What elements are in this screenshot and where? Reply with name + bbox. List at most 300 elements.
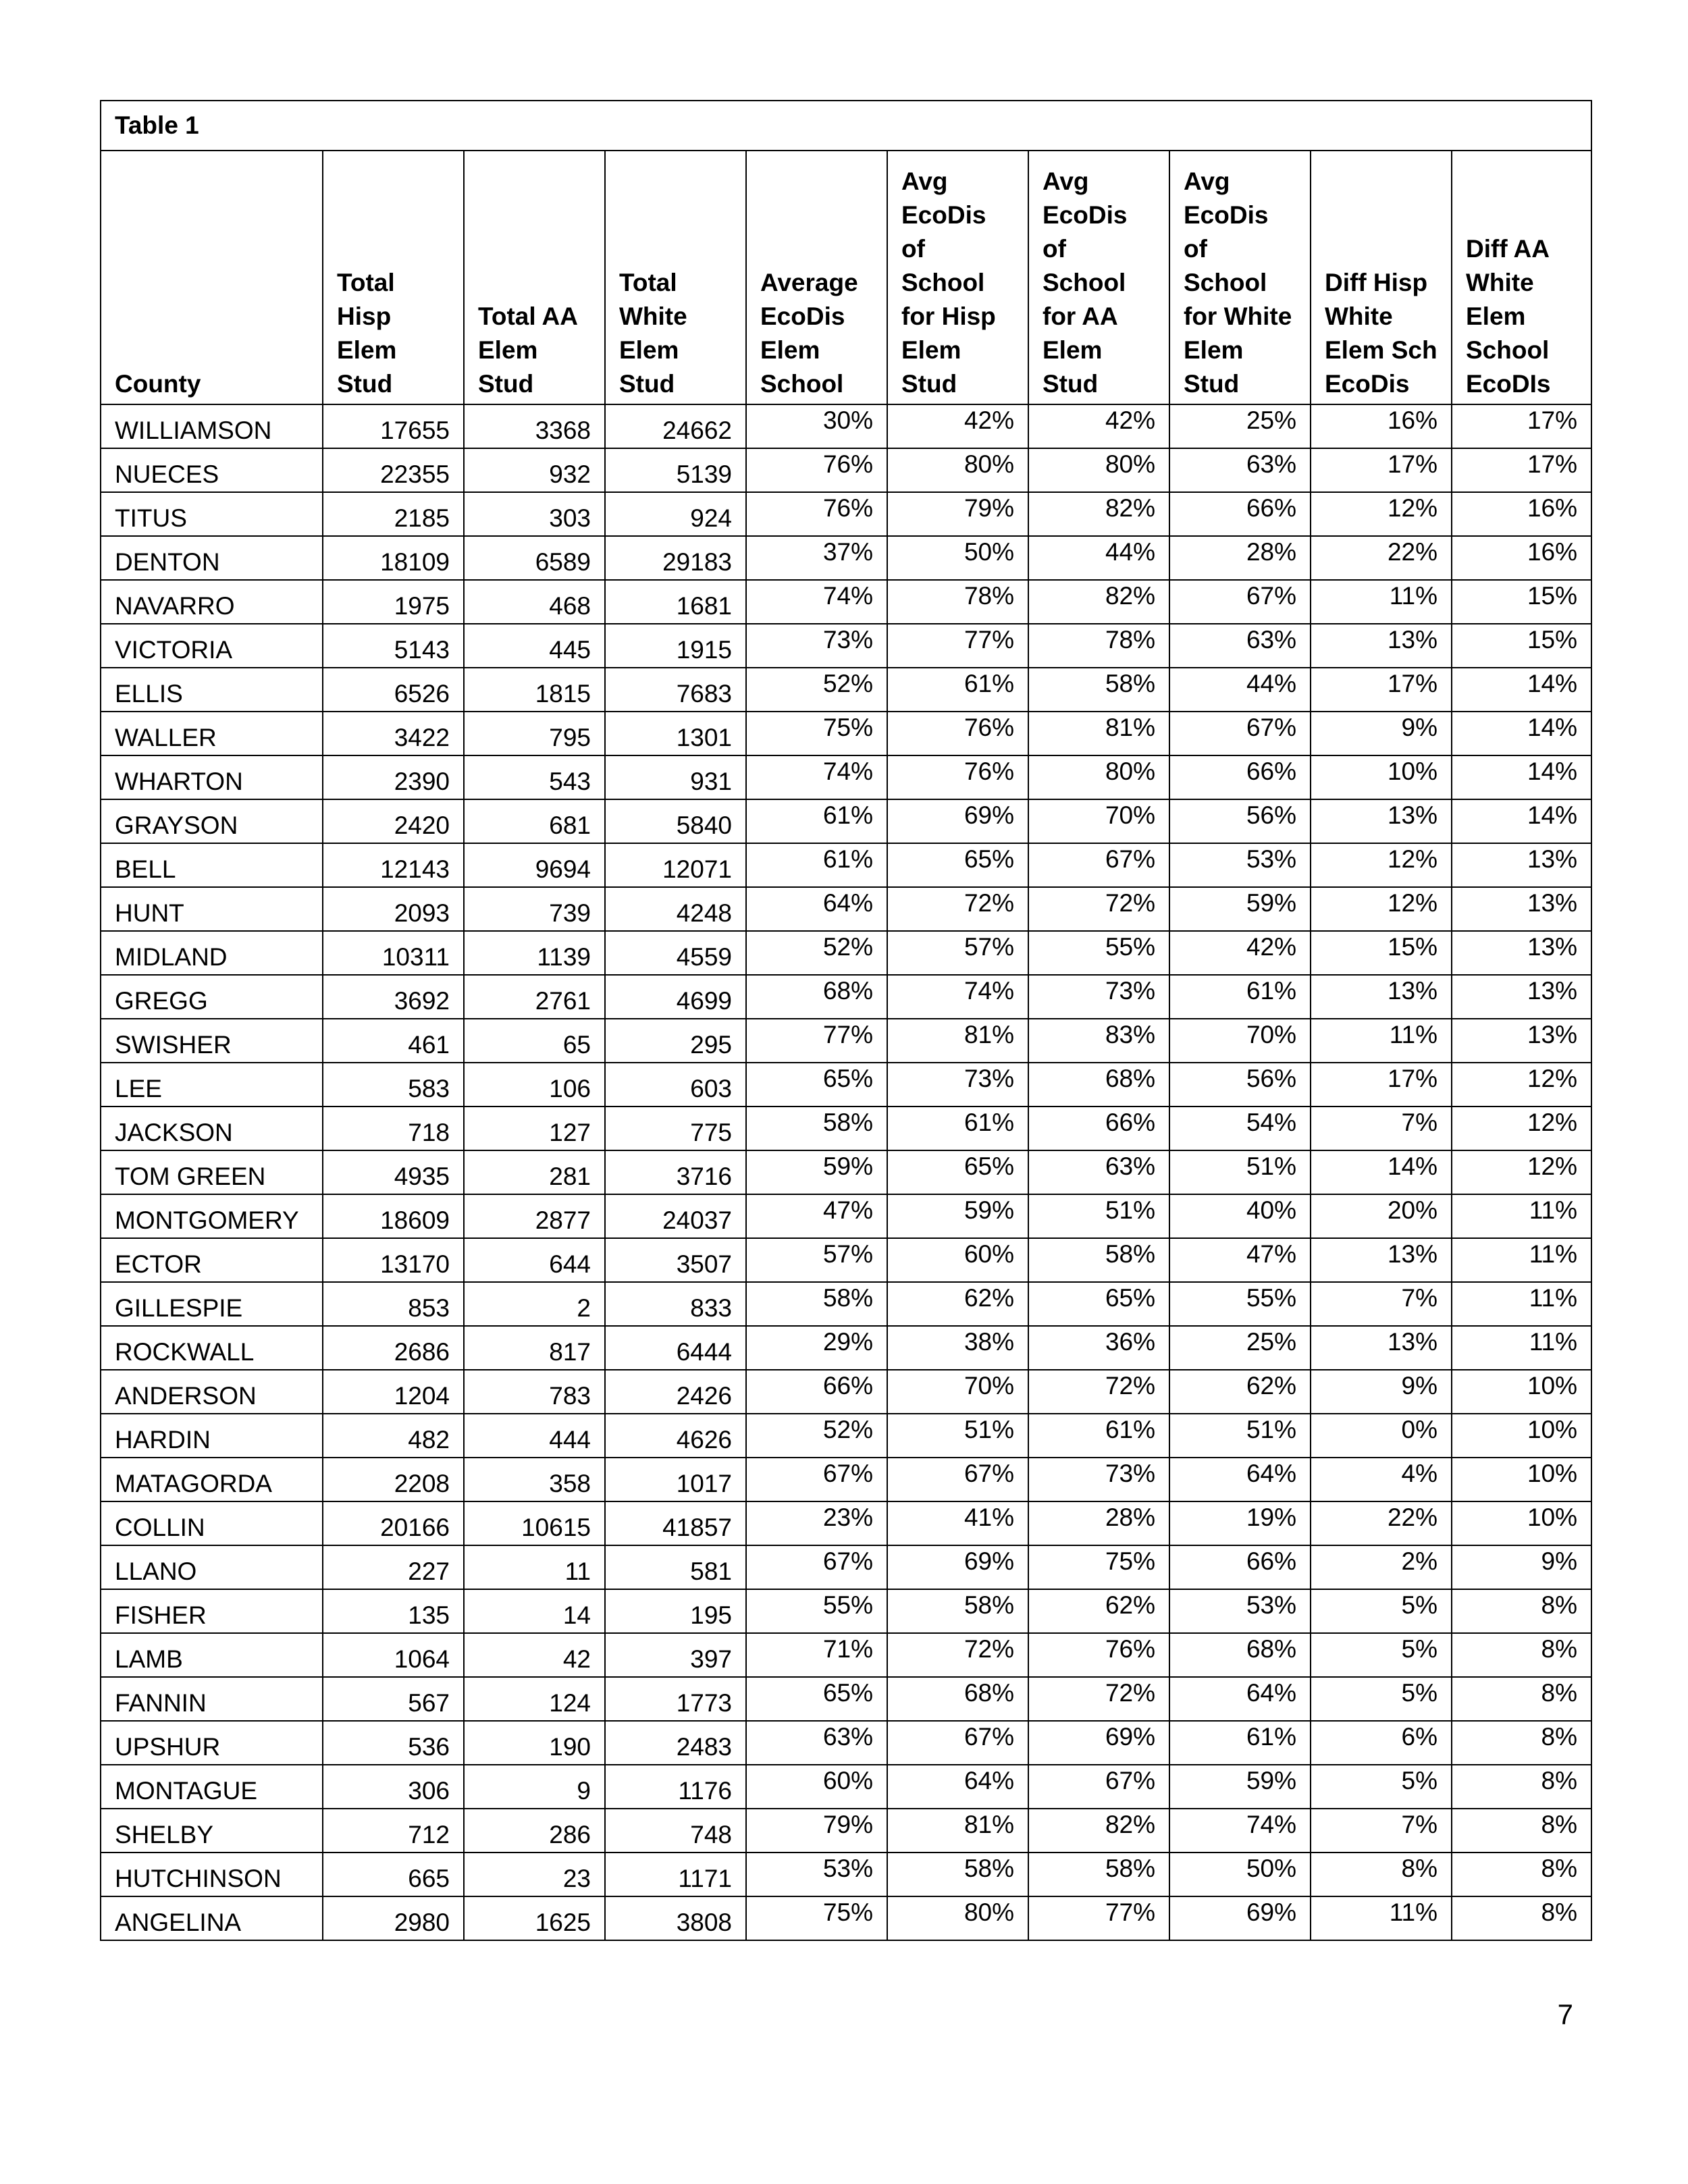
value-cell: 78% [887,580,1028,624]
value-cell: 79% [746,1809,887,1853]
value-cell: 2% [1311,1545,1452,1589]
value-cell: 73% [1028,1458,1169,1501]
value-cell: 127 [464,1107,605,1150]
value-cell: 286 [464,1809,605,1853]
value-cell: 712 [323,1809,464,1853]
value-cell: 66% [746,1370,887,1414]
value-cell: 77% [887,624,1028,668]
value-cell: 17% [1311,1063,1452,1107]
value-cell: 67% [746,1545,887,1589]
value-cell: 3716 [605,1150,746,1194]
value-cell: 15% [1311,931,1452,975]
column-header-line: Total [337,269,395,296]
value-cell: 7% [1311,1809,1452,1853]
value-cell: 58% [1028,1853,1169,1896]
column-header [1028,151,1169,404]
value-cell: 67% [1028,1765,1169,1809]
value-cell: 61% [887,1107,1028,1150]
column-header [101,151,323,404]
value-cell: 13% [1311,975,1452,1019]
value-cell: 25% [1169,1326,1311,1370]
table-row [101,1633,1591,1677]
value-cell: 72% [1028,887,1169,931]
column-header-line: Avg [1184,167,1230,195]
value-cell: 14% [1452,712,1591,755]
value-cell: 2185 [323,492,464,536]
column-header-line: Stud [901,370,957,398]
value-cell: 65% [1028,1282,1169,1326]
page-number: 7 [1557,1998,1573,2030]
value-cell: 23 [464,1853,605,1896]
county-cell: UPSHUR [101,1721,323,1765]
value-cell: 124 [464,1677,605,1721]
value-cell: 1915 [605,624,746,668]
table-row [101,1765,1591,1809]
value-cell: 60% [746,1765,887,1809]
value-cell: 1204 [323,1370,464,1414]
value-cell: 82% [1028,1809,1169,1853]
county-cell: WILLIAMSON [101,404,323,448]
value-cell: 482 [323,1414,464,1458]
value-cell: 42% [887,404,1028,448]
value-cell: 37% [746,536,887,580]
value-cell: 8% [1452,1765,1591,1809]
table-row [101,668,1591,712]
value-cell: 63% [746,1721,887,1765]
value-cell: 924 [605,492,746,536]
value-cell: 11% [1311,580,1452,624]
value-cell: 5% [1311,1633,1452,1677]
value-cell: 66% [1028,1107,1169,1150]
value-cell: 13% [1311,1238,1452,1282]
column-header [1169,151,1311,404]
column-header-line: Stud [619,370,675,398]
value-cell: 75% [1028,1545,1169,1589]
value-cell: 76% [746,492,887,536]
value-cell: 25% [1169,404,1311,448]
value-cell: 748 [605,1809,746,1853]
value-cell: 72% [887,1633,1028,1677]
value-cell: 739 [464,887,605,931]
county-cell: LLANO [101,1545,323,1589]
table-row [101,580,1591,624]
value-cell: 24037 [605,1194,746,1238]
county-cell: GREGG [101,975,323,1019]
value-cell: 70% [1169,1019,1311,1063]
value-cell: 11% [1452,1194,1591,1238]
value-cell: 135 [323,1589,464,1633]
county-cell: MONTGOMERY [101,1194,323,1238]
value-cell: 13% [1452,843,1591,887]
county-cell: COLLIN [101,1501,323,1545]
value-cell: 833 [605,1282,746,1326]
value-cell: 29% [746,1326,887,1370]
value-cell: 47% [1169,1238,1311,1282]
value-cell: 644 [464,1238,605,1282]
value-cell: 59% [746,1150,887,1194]
value-cell: 581 [605,1545,746,1589]
value-cell: 69% [1169,1896,1311,1940]
value-cell: 3808 [605,1896,746,1940]
value-cell: 68% [746,975,887,1019]
value-cell: 12% [1452,1150,1591,1194]
value-cell: 13% [1311,799,1452,843]
value-cell: 4935 [323,1150,464,1194]
county-cell: ANGELINA [101,1896,323,1940]
value-cell: 80% [1028,755,1169,799]
value-cell: 58% [746,1107,887,1150]
county-cell: DENTON [101,536,323,580]
value-cell: 62% [1169,1370,1311,1414]
value-cell: 3422 [323,712,464,755]
value-cell: 74% [887,975,1028,1019]
value-cell: 58% [1028,1238,1169,1282]
table-row [101,712,1591,755]
value-cell: 12% [1452,1107,1591,1150]
value-cell: 23% [746,1501,887,1545]
value-cell: 67% [1169,712,1311,755]
value-cell: 58% [746,1282,887,1326]
value-cell: 11% [1311,1896,1452,1940]
county-cell: BELL [101,843,323,887]
column-header-line: Hisp [337,302,392,330]
column-header-line: for White [1184,302,1292,330]
value-cell: 10615 [464,1501,605,1545]
county-cell: SWISHER [101,1019,323,1063]
value-cell: 13170 [323,1238,464,1282]
value-cell: 65 [464,1019,605,1063]
value-cell: 77% [1028,1896,1169,1940]
value-cell: 12143 [323,843,464,887]
value-cell: 64% [1169,1458,1311,1501]
value-cell: 44% [1028,536,1169,580]
value-cell: 74% [746,580,887,624]
value-cell: 67% [746,1458,887,1501]
value-cell: 14% [1311,1150,1452,1194]
value-cell: 73% [746,624,887,668]
value-cell: 82% [1028,580,1169,624]
column-header-line: Elem [478,336,538,364]
value-cell: 306 [323,1765,464,1809]
value-cell: 295 [605,1019,746,1063]
value-cell: 14 [464,1589,605,1633]
table-row [101,1414,1591,1458]
value-cell: 543 [464,755,605,799]
table-row [101,1853,1591,1896]
value-cell: 18109 [323,536,464,580]
value-cell: 5143 [323,624,464,668]
table-row [101,887,1591,931]
table-row [101,1150,1591,1194]
column-header-line: School [1466,336,1550,364]
value-cell: 42 [464,1633,605,1677]
value-cell: 8% [1452,1633,1591,1677]
value-cell: 17% [1452,404,1591,448]
value-cell: 13% [1311,624,1452,668]
table-row [101,1545,1591,1589]
value-cell: 52% [746,1414,887,1458]
value-cell: 54% [1169,1107,1311,1150]
value-cell: 69% [1028,1721,1169,1765]
county-cell: VICTORIA [101,624,323,668]
value-cell: 3692 [323,975,464,1019]
value-cell: 1064 [323,1633,464,1677]
value-cell: 5840 [605,799,746,843]
value-cell: 73% [1028,975,1169,1019]
value-cell: 1975 [323,580,464,624]
table-row [101,1107,1591,1150]
value-cell: 47% [746,1194,887,1238]
value-cell: 583 [323,1063,464,1107]
value-cell: 17% [1311,668,1452,712]
value-cell: 1681 [605,580,746,624]
column-header-line: for Hisp [901,302,996,330]
value-cell: 55% [746,1589,887,1633]
value-cell: 67% [887,1721,1028,1765]
value-cell: 70% [887,1370,1028,1414]
table-row [101,843,1591,887]
value-cell: 74% [1169,1809,1311,1853]
value-cell: 79% [887,492,1028,536]
value-cell: 13% [1452,1019,1591,1063]
table-body [101,404,1591,1940]
table-caption: Table 1 [101,101,1591,151]
county-cell: FANNIN [101,1677,323,1721]
value-cell: 1815 [464,668,605,712]
value-cell: 603 [605,1063,746,1107]
value-cell: 2483 [605,1721,746,1765]
column-header-line: White [1466,269,1534,296]
value-cell: 7683 [605,668,746,712]
value-cell: 8% [1452,1677,1591,1721]
value-cell: 10% [1452,1458,1591,1501]
value-cell: 5% [1311,1765,1452,1809]
value-cell: 63% [1028,1150,1169,1194]
value-cell: 16% [1311,404,1452,448]
value-cell: 461 [323,1019,464,1063]
value-cell: 106 [464,1063,605,1107]
county-cell: MATAGORDA [101,1458,323,1501]
value-cell: 18609 [323,1194,464,1238]
value-cell: 76% [887,755,1028,799]
county-cell: SHELBY [101,1809,323,1853]
table-row [101,1194,1591,1238]
table-row [101,624,1591,668]
value-cell: 62% [887,1282,1028,1326]
value-cell: 65% [746,1063,887,1107]
value-cell: 59% [1169,887,1311,931]
value-cell: 80% [887,1896,1028,1940]
value-cell: 1017 [605,1458,746,1501]
value-cell: 70% [1028,799,1169,843]
value-cell: 60% [887,1238,1028,1282]
column-header-line: Stud [337,370,393,398]
value-cell: 50% [887,536,1028,580]
value-cell: 2390 [323,755,464,799]
column-header-line: Diff AA [1466,235,1550,263]
value-cell: 69% [887,799,1028,843]
value-cell: 4699 [605,975,746,1019]
value-cell: 67% [1169,580,1311,624]
value-cell: 53% [746,1853,887,1896]
table-row [101,404,1591,448]
county-cell: GRAYSON [101,799,323,843]
value-cell: 30% [746,404,887,448]
column-header-line: Elem [1184,336,1244,364]
value-cell: 303 [464,492,605,536]
value-cell: 53% [1169,1589,1311,1633]
value-cell: 83% [1028,1019,1169,1063]
value-cell: 57% [746,1238,887,1282]
value-cell: 57% [887,931,1028,975]
column-header-line: Avg [1043,167,1089,195]
county-cell: FISHER [101,1589,323,1633]
value-cell: 75% [746,712,887,755]
value-cell: 64% [1169,1677,1311,1721]
value-cell: 64% [746,887,887,931]
value-cell: 40% [1169,1194,1311,1238]
value-cell: 12% [1452,1063,1591,1107]
county-cell: NUECES [101,448,323,492]
county-cell: HARDIN [101,1414,323,1458]
value-cell: 42% [1028,404,1169,448]
column-header-line: Elem [337,336,397,364]
value-cell: 20% [1311,1194,1452,1238]
table-row [101,448,1591,492]
column-header [464,151,605,404]
county-cell: NAVARRO [101,580,323,624]
column-header-line: Elem [619,336,679,364]
value-cell: 38% [887,1326,1028,1370]
county-cell: HUNT [101,887,323,931]
value-cell: 66% [1169,755,1311,799]
value-cell: 195 [605,1589,746,1633]
column-header-line: School [1184,269,1267,296]
value-cell: 853 [323,1282,464,1326]
value-cell: 71% [746,1633,887,1677]
value-cell: 13% [1452,887,1591,931]
value-cell: 17655 [323,404,464,448]
table-row [101,1589,1591,1633]
table-row [101,1326,1591,1370]
county-cell: TITUS [101,492,323,536]
table-row [101,492,1591,536]
value-cell: 61% [746,843,887,887]
column-header-line: Avg [901,167,948,195]
value-cell: 783 [464,1370,605,1414]
table-row [101,1370,1591,1414]
value-cell: 19% [1169,1501,1311,1545]
table-row [101,536,1591,580]
value-cell: 10311 [323,931,464,975]
county-cell: HUTCHINSON [101,1853,323,1896]
value-cell: 29183 [605,536,746,580]
county-cell: MIDLAND [101,931,323,975]
column-header-line: School [1043,269,1126,296]
value-cell: 5% [1311,1589,1452,1633]
value-cell: 82% [1028,492,1169,536]
value-cell: 567 [323,1677,464,1721]
value-cell: 51% [1169,1414,1311,1458]
value-cell: 68% [887,1677,1028,1721]
value-cell: 2208 [323,1458,464,1501]
value-cell: 14% [1452,668,1591,712]
table-caption-row [101,101,1591,151]
value-cell: 13% [1452,931,1591,975]
value-cell: 1139 [464,931,605,975]
value-cell: 9694 [464,843,605,887]
value-cell: 14% [1452,755,1591,799]
value-cell: 931 [605,755,746,799]
value-cell: 15% [1452,624,1591,668]
value-cell: 44% [1169,668,1311,712]
value-cell: 61% [887,668,1028,712]
value-cell: 56% [1169,1063,1311,1107]
value-cell: 8% [1452,1896,1591,1940]
table-row [101,1501,1591,1545]
value-cell: 8% [1452,1589,1591,1633]
value-cell: 51% [1169,1150,1311,1194]
value-cell: 68% [1028,1063,1169,1107]
value-cell: 358 [464,1458,605,1501]
value-cell: 5% [1311,1677,1452,1721]
value-cell: 445 [464,624,605,668]
value-cell: 0% [1311,1414,1452,1458]
column-header-line: School [760,370,844,398]
value-cell: 1171 [605,1853,746,1896]
value-cell: 775 [605,1107,746,1150]
value-cell: 66% [1169,492,1311,536]
value-cell: 1773 [605,1677,746,1721]
column-header-line: County [115,370,201,398]
table-row [101,799,1591,843]
county-cell: MONTAGUE [101,1765,323,1809]
column-header [887,151,1028,404]
value-cell: 51% [1028,1194,1169,1238]
value-cell: 51% [887,1414,1028,1458]
value-cell: 10% [1452,1501,1591,1545]
column-header-line: School [901,269,985,296]
value-cell: 17% [1452,448,1591,492]
value-cell: 16% [1452,492,1591,536]
county-cell: WHARTON [101,755,323,799]
value-cell: 59% [887,1194,1028,1238]
column-header-line: Average [760,269,858,296]
value-cell: 9% [1452,1545,1591,1589]
value-cell: 397 [605,1633,746,1677]
value-cell: 444 [464,1414,605,1458]
value-cell: 72% [1028,1677,1169,1721]
table-row [101,1896,1591,1940]
column-header-line: Stud [1184,370,1240,398]
value-cell: 61% [1169,1721,1311,1765]
county-cell: GILLESPIE [101,1282,323,1326]
value-cell: 58% [887,1853,1028,1896]
table-row [101,975,1591,1019]
value-cell: 468 [464,580,605,624]
value-cell: 66% [1169,1545,1311,1589]
value-cell: 2877 [464,1194,605,1238]
column-header-line: Elem [1043,336,1103,364]
value-cell: 10% [1452,1370,1591,1414]
value-cell: 78% [1028,624,1169,668]
value-cell: 65% [887,1150,1028,1194]
table-row [101,1282,1591,1326]
column-header-line: Diff Hisp [1325,269,1428,296]
value-cell: 72% [1028,1370,1169,1414]
value-cell: 65% [746,1677,887,1721]
value-cell: 11% [1452,1238,1591,1282]
